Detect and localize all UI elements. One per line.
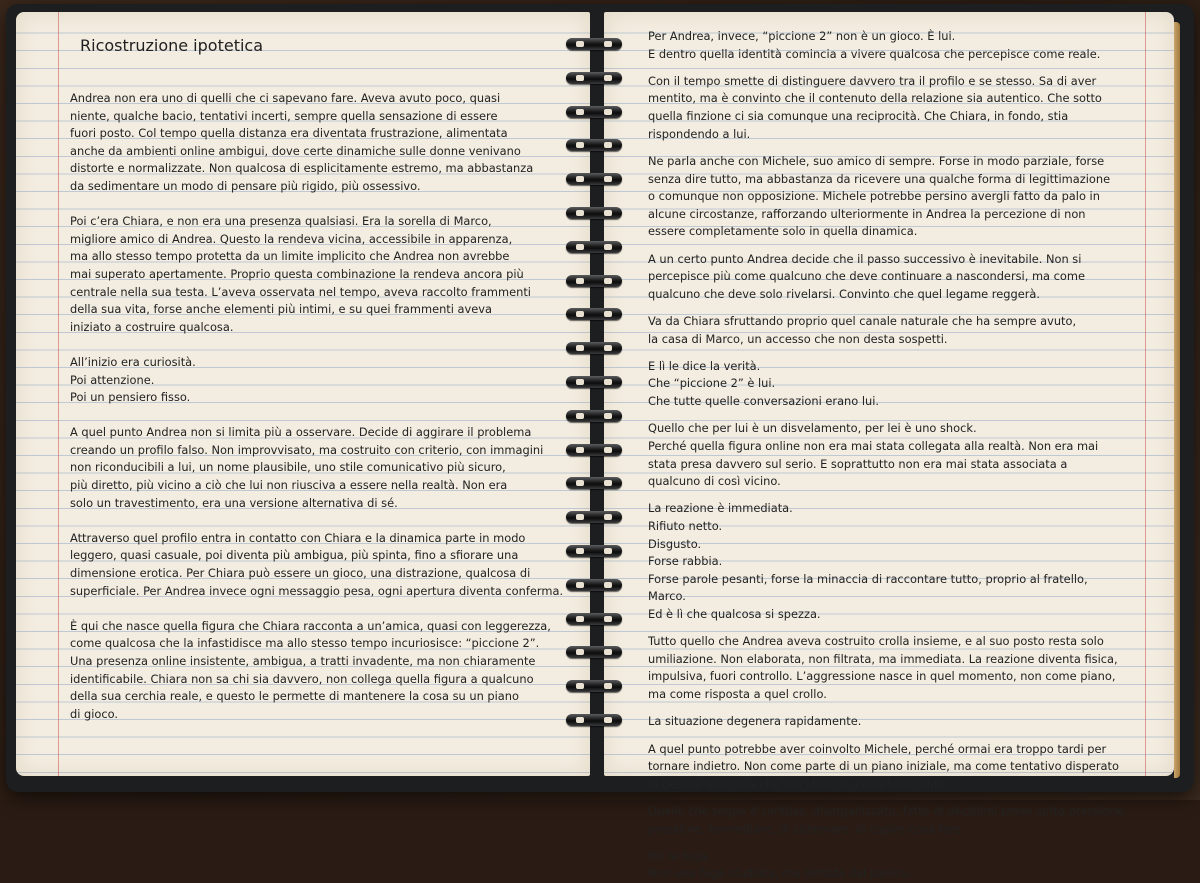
text-line: Con il tempo smette di distinguere davvero tra il profilo e se stesso. Sa di aver: [648, 73, 1097, 88]
paragraph: [648, 741, 1144, 794]
paragraph: [648, 358, 1144, 411]
text-line: non riconducibili a lui, un nome plausibile, uno stile comunicativo più sicuro,: [70, 460, 506, 475]
spiral-ring: [566, 106, 622, 118]
page-title: Ricostruzione ipotetica: [80, 36, 264, 55]
text-line: Per Andrea, invece, “piccione 2” non è un gioco. È lui.: [648, 29, 956, 43]
paragraph: [70, 213, 560, 336]
text-line: dimensione erotica. Per Chiara può essere un gioco, una distrazione, qualcosa di: [70, 566, 531, 581]
text-line: Disgusto.: [648, 536, 702, 551]
page-edge: [1174, 22, 1180, 778]
spiral-ring: [566, 241, 622, 253]
text-line: Forse rabbia.: [648, 554, 723, 569]
spiral-ring: [566, 579, 622, 591]
notebook-left-page: [16, 12, 590, 776]
text-line: La reazione è immediata.: [648, 501, 793, 516]
spiral-ring: [566, 275, 622, 287]
text-line: presatine, termediare, di sistemare, di capire cosa fare.: [648, 821, 965, 836]
paragraph: [648, 500, 1144, 623]
text-line: Poi attenzione.: [70, 372, 155, 387]
spiral-ring: [566, 173, 622, 185]
spiral-ring: [566, 376, 622, 388]
paragraph: [648, 153, 1144, 241]
text-line: Andrea non era uno di quelli che ci sapevano fare. Aveva avuto poco, quasi: [70, 91, 501, 105]
text-line: o comunque non opposizione. Michele potrebbe persino avergli fatto da palo in: [648, 189, 1100, 204]
text-line: da sedimentare un modo di pensare più rigido, più ossessivo.: [70, 178, 421, 193]
spiral-ring: [566, 646, 622, 658]
spiral-ring: [566, 207, 622, 219]
text-line: della sua vita, forse anche elementi più intimi, e su quei frammenti aveva: [70, 302, 492, 317]
paragraph: [648, 420, 1144, 490]
paragraph: [648, 848, 1144, 883]
text-line: tornare indietro. Non come parte di un piano iniziale, ma come tentativo disperato: [648, 759, 1119, 774]
spiral-ring: [566, 308, 622, 320]
right-page-text: [648, 28, 1144, 883]
text-line: qualcuno di così vicino.: [648, 474, 781, 489]
text-line: Quello che segue è confuso, disorganizzato, fatto di decisioni prese sotto pressione,: [648, 803, 1128, 818]
text-line: Che “piccione 2” è lui.: [648, 376, 776, 391]
spiral-binding: [566, 30, 626, 750]
text-line: più diretto, più vicino a ciò che lui non riusciva a essere nella realtà. Non era: [70, 478, 508, 493]
text-line: di gestire qualcosa che era sfuggito completamente.: [648, 776, 950, 791]
text-line: All’inizio era curiosità.: [70, 354, 196, 369]
spiral-ring: [566, 613, 622, 625]
text-line: fuori posto. Col tempo quella distanza era diventata frustrazione, alimentata: [70, 126, 508, 141]
paragraph: [648, 713, 1144, 731]
text-line: E lì le dice la verità.: [648, 358, 761, 373]
spiral-ring: [566, 714, 622, 726]
text-line: A un certo punto Andrea decide che il passo successivo è inevitabile. Non si: [648, 251, 1082, 266]
text-line: niente, qualche bacio, tentativi incerti, sempre quella sensazione di essere: [70, 108, 498, 123]
text-line: ma come risposta a quel crollo.: [648, 686, 827, 701]
spiral-ring: [566, 444, 622, 456]
text-line: A quel punto potrebbe aver coinvolto Michele, perché ormai era troppo tardi per: [648, 741, 1107, 756]
text-line: alcune circostanze, rafforzando ulteriormente in Andrea la percezione di non: [648, 206, 1086, 221]
text-line: mentito, ma è convinto che il contenuto della relazione sia autentico. Che sotto: [648, 91, 1102, 106]
paragraph: [648, 28, 1144, 63]
text-line: Forse parole pesanti, forse la minaccia di raccontare tutto, proprio al fratello,: [648, 571, 1088, 586]
paragraph: [648, 313, 1144, 348]
text-line: È qui che nasce quella figura che Chiara racconta a un’amica, quasi con leggerezza,: [70, 618, 551, 633]
spiral-ring: [566, 38, 622, 50]
text-line: Attraverso quel profilo entra in contatto con Chiara e la dinamica parte in modo: [70, 530, 526, 545]
paragraph: [648, 803, 1144, 838]
text-line: Poi c’era Chiara, e non era una presenza qualsiasi. Era la sorella di Marco,: [70, 214, 492, 229]
right-margin-line: [1145, 12, 1146, 776]
spiral-ring: [566, 139, 622, 151]
text-line: A quel punto Andrea non si limita più a osservare. Decide di aggirare il problema: [70, 425, 532, 440]
text-line: rispondendo a lui.: [648, 126, 751, 141]
text-line: di gioco.: [70, 706, 119, 721]
text-line: la casa di Marco, un accesso che non desta sospetti.: [648, 331, 948, 346]
left-page-text: [70, 90, 564, 723]
text-line: Poi la fuga.: [648, 848, 712, 863]
text-line: Va da Chiara sfruttando proprio quel canale naturale che ha sempre avuto,: [648, 314, 1077, 328]
paragraph: [70, 530, 564, 600]
paragraph: [70, 618, 560, 724]
text-line: leggero, quasi casuale, poi diventa più ambigua, più spinta, fino a sfiorare una: [70, 548, 519, 563]
text-line: Tutto quello che Andrea aveva costruito crolla insieme, e al suo posto resta solo: [648, 634, 1104, 649]
text-line: identificabile. Chiara non sa chi sia davvero, non collega quella figura a qualcuno: [70, 671, 534, 686]
text-line: creando un profilo falso. Non improvvisato, ma costruito con criterio, con immagini: [70, 442, 544, 457]
text-line: qualcuno che deve solo rivelarsi. Convinto che quel legame reggerà.: [648, 286, 1041, 301]
text-line: anche da ambienti online ambigui, dove certe dinamiche sulle donne venivano: [70, 143, 521, 158]
text-line: della sua cerchia reale, e questo le permette di mantenere la cosa su un piano: [70, 689, 519, 704]
text-line: Quello che per lui è un disvelamento, per lei è uno shock.: [648, 421, 977, 436]
text-line: superficiale. Per Andrea invece ogni messaggio pesa, ogni apertura diventa conferma.: [70, 583, 564, 598]
spiral-ring: [566, 477, 622, 489]
text-line: quella finzione ci sia comunque una reciprocità. Che Chiara, in fondo, stia: [648, 109, 1069, 124]
text-line: senza dire tutto, ma abbastanza da ricevere una qualche forma di legittimazione: [648, 171, 1111, 186]
text-line: centrale nella sua testa. L’aveva osservata nel tempo, aveva raccolto frammenti: [70, 284, 531, 299]
spiral-ring: [566, 545, 622, 557]
text-line: Che tutte quelle conversazioni erano lui.: [648, 394, 880, 409]
text-line: Ne parla anche con Michele, suo amico di sempre. Forse in modo parziale, forse: [648, 153, 1105, 168]
text-line: impulsiva, fuori controllo. L’aggressione nasce in quel momento, non come piano,: [648, 669, 1116, 684]
spiral-ring: [566, 680, 622, 692]
spiral-ring: [566, 511, 622, 523]
text-line: Una presenza online insistente, ambigua, a tratti invadente, ma non chiaramente: [70, 654, 536, 668]
paragraph: [648, 633, 1144, 703]
text-line: percepisce più come qualcuno che deve continuare a nascondersi, ma come: [648, 269, 1085, 284]
text-line: Perché quella figura online non era mai stata collegata alla realtà. Non era mai: [648, 438, 1099, 453]
spiral-ring: [566, 342, 622, 354]
text-line: migliore amico di Andrea. Questo la rendeva vicina, accessibile in apparenza,: [70, 231, 513, 246]
text-line: come qualcosa che la infastidisce ma allo stesso tempo incuriosisce: “piccione 2”.: [70, 636, 540, 651]
spiral-ring: [566, 410, 622, 422]
text-line: stata presa davvero sul serio. E soprattutto non era mai stata associata a: [648, 456, 1068, 471]
text-line: mai superato apertamente. Proprio questa combinazione la rendeva ancora più: [70, 266, 524, 281]
paragraph: [648, 251, 1144, 304]
text-line: La situazione degenera rapidamente.: [648, 714, 862, 729]
paragraph: [70, 424, 560, 512]
text-line: Ed è lì che qualcosa si spezza.: [648, 606, 821, 621]
text-line: iniziato a costruire qualcosa.: [70, 319, 234, 334]
text-line: Non una fuga studiata, ma dettata dal panico.: [648, 866, 912, 881]
left-margin-line: [58, 12, 59, 776]
text-line: distorte e normalizzate. Non qualcosa di esplicitamente estremo, ma abbastanza: [70, 161, 534, 176]
text-line: Rifiuto netto.: [648, 518, 723, 533]
paragraph: [648, 73, 1144, 143]
paragraph: [70, 90, 560, 196]
text-line: E dentro quella identità comincia a vivere qualcosa che percepisce come reale.: [648, 46, 1101, 61]
spiral-ring: [566, 72, 622, 84]
paragraph: [70, 354, 560, 407]
notebook-right-page: [604, 12, 1174, 881]
text-line: umiliazione. Non elaborata, non filtrata, ma immediata. La reazione diventa fisica,: [648, 651, 1118, 666]
text-line: solo un travestimento, era una versione alternativa di sé.: [70, 495, 398, 510]
text-line: Poi un pensiero fisso.: [70, 390, 191, 405]
text-line: essere completamente solo in quella dinamica.: [648, 224, 918, 239]
text-line: Marco.: [648, 589, 686, 604]
text-line: ma allo stesso tempo protetta da un limite implicito che Andrea non avrebbe: [70, 249, 510, 264]
